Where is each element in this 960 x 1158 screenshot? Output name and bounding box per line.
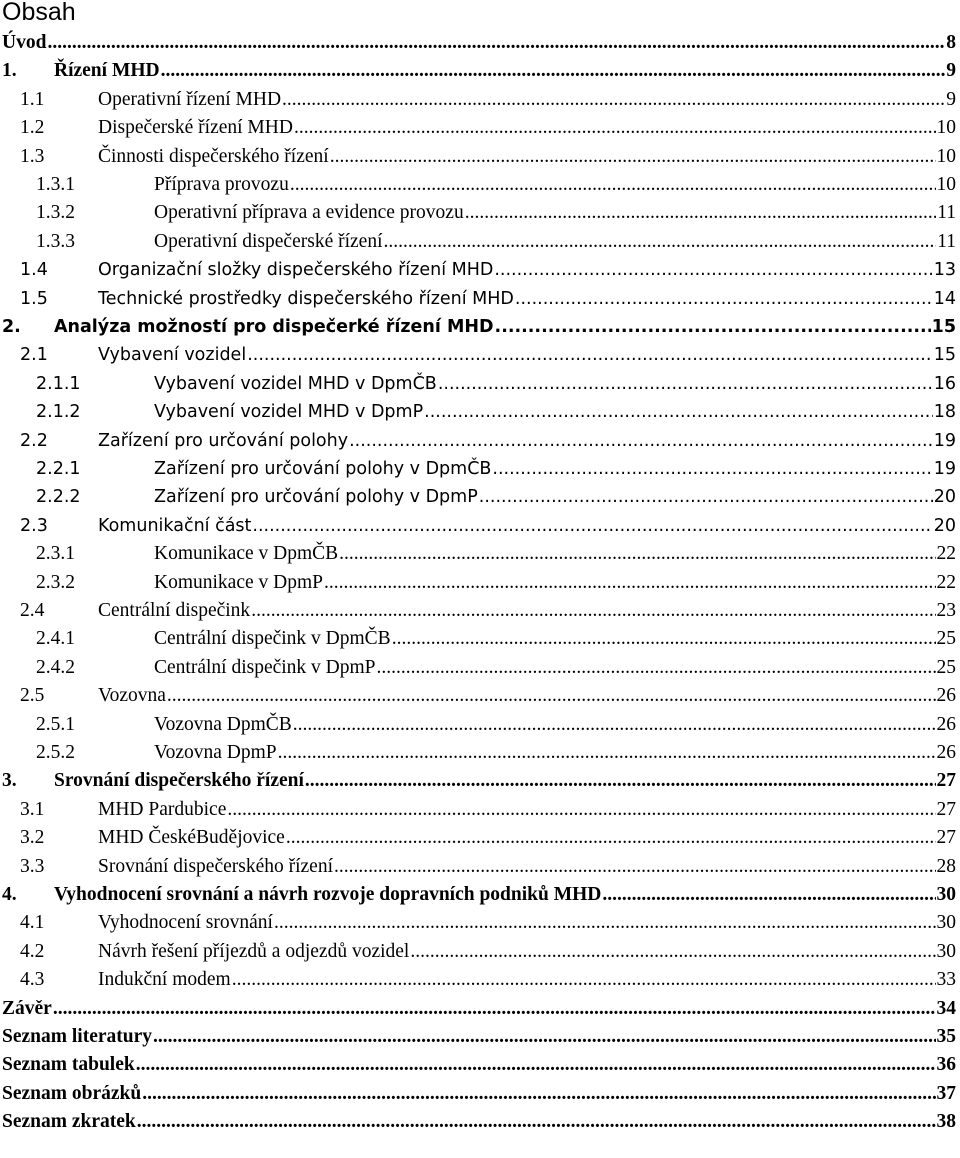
toc-entry[interactable] xyxy=(20,428,956,454)
toc-entry-title: Analýza možností pro dispečerké řízení MHD xyxy=(54,317,494,337)
toc-entry[interactable] xyxy=(36,229,956,255)
toc-entry-title: Návrh řešení příjezdů a odjezdů vozidel xyxy=(98,940,410,962)
toc-entry-title: Řízení MHD xyxy=(54,60,160,82)
toc-entry-number: 1.3.3 xyxy=(36,230,75,252)
toc-entry-title: Komunikace v DpmČB xyxy=(154,543,339,565)
toc-entry-page-number: 13 xyxy=(933,260,956,281)
toc-entry[interactable] xyxy=(36,371,956,397)
toc-entry-number: 2.3 xyxy=(20,515,48,536)
toc-dot-leader xyxy=(153,1024,935,1050)
toc-dot-leader xyxy=(290,172,936,198)
toc-entry-title: Indukční modem xyxy=(98,969,231,991)
toc-dot-leader xyxy=(232,967,936,993)
toc-dot-leader xyxy=(161,58,946,84)
toc-entry-page-number: 10 xyxy=(936,174,956,195)
toc-entry-number: Seznam literatury xyxy=(2,1026,153,1047)
toc-entry-title: Vozovna DpmP xyxy=(154,742,277,763)
toc-entry-page-number: 34 xyxy=(936,997,956,1019)
toc-entry[interactable] xyxy=(2,996,956,1022)
toc-entry[interactable] xyxy=(36,456,956,482)
toc-entry-title: Srovnání dispečerského řízení xyxy=(98,855,334,877)
toc-entry[interactable] xyxy=(2,1052,956,1078)
toc-entry-number: 2. xyxy=(2,317,21,337)
toc-entry-number: 2.1.1 xyxy=(36,373,81,394)
toc-entry[interactable] xyxy=(2,58,956,84)
toc-entry[interactable] xyxy=(36,399,956,425)
toc-dot-leader xyxy=(495,314,931,340)
toc-entry-page-number: 28 xyxy=(936,855,956,877)
toc-entry-number: 1.2 xyxy=(20,117,45,139)
toc-dot-leader xyxy=(602,882,935,908)
toc-dot-leader xyxy=(377,655,936,681)
toc-entry[interactable] xyxy=(20,342,956,368)
toc-entry-number: 4.1 xyxy=(20,912,45,934)
toc-dot-leader xyxy=(252,513,932,539)
toc-entry-number: Seznam obrázků xyxy=(2,1082,142,1104)
toc-dot-leader xyxy=(494,257,932,283)
toc-entry-title: Centrální dispečink v DpmČB xyxy=(154,628,391,650)
toc-entry-title: Vozovna DpmČB xyxy=(154,713,292,735)
toc-dot-leader xyxy=(136,1052,936,1078)
toc-entry[interactable] xyxy=(20,257,956,283)
toc-entry-page-number: 36 xyxy=(936,1054,956,1076)
toc-entry[interactable] xyxy=(36,570,956,596)
toc-entry-number: 4.2 xyxy=(20,940,45,962)
toc-dot-leader xyxy=(438,371,933,397)
toc-entry-page-number: 9 xyxy=(946,60,956,82)
toc-entry[interactable] xyxy=(2,882,956,908)
toc-dot-leader xyxy=(137,1109,936,1135)
toc-entry-number: 2.1 xyxy=(20,345,48,366)
toc-entry[interactable] xyxy=(2,314,956,340)
toc-entry-number: 4. xyxy=(2,884,17,905)
toc-entry[interactable] xyxy=(36,655,956,681)
toc-entry-number: 3. xyxy=(2,770,17,792)
toc-entry[interactable] xyxy=(20,598,956,624)
toc-entry-number: 2.1.2 xyxy=(36,402,81,423)
toc-entry-title: Dispečerské řízení MHD xyxy=(98,117,293,139)
toc-entry-number: 2.4.2 xyxy=(36,656,75,678)
toc-dot-leader xyxy=(282,87,945,113)
toc-entry-title: Zařízení pro určování polohy v DpmČB xyxy=(154,459,492,479)
toc-entry-page-number: 14 xyxy=(933,288,956,309)
toc-entry-title: MHD ČeskéBudějovice xyxy=(98,827,285,849)
toc-entry[interactable] xyxy=(20,854,956,880)
toc-entry-title: Vybavení vozidel MHD v DpmP xyxy=(154,402,424,423)
toc-entry-page-number: 35 xyxy=(936,1026,956,1047)
toc-entry-page-number: 20 xyxy=(933,515,956,536)
toc-entry[interactable] xyxy=(20,939,956,965)
toc-entry[interactable] xyxy=(20,144,956,170)
toc-entry-title: MHD Pardubice xyxy=(98,798,227,820)
toc-entry-page-number: 19 xyxy=(933,459,956,479)
toc-entry-page-number: 26 xyxy=(936,685,956,707)
toc-entry[interactable] xyxy=(36,626,956,652)
toc-dot-leader xyxy=(278,740,936,766)
toc-entry-number: 1.3.1 xyxy=(36,174,75,195)
toc-dot-leader xyxy=(410,939,935,965)
toc-entry[interactable] xyxy=(2,768,956,794)
toc-entry-page-number: 10 xyxy=(936,117,956,139)
toc-dot-leader xyxy=(47,30,945,56)
toc-entry-number: 2.5.1 xyxy=(36,713,75,735)
toc-dot-leader xyxy=(251,598,935,624)
toc-entry-page-number: 27 xyxy=(936,827,956,849)
toc-entry[interactable] xyxy=(2,1109,956,1135)
toc-entry-number: 2.5.2 xyxy=(36,742,75,763)
toc-dot-leader xyxy=(274,910,936,936)
toc-entry-title: Vybavení vozidel MHD v DpmČB xyxy=(154,373,437,394)
toc-entry[interactable] xyxy=(36,740,956,766)
toc-dot-leader xyxy=(339,541,935,567)
toc-entry-number: 1.4 xyxy=(20,260,48,281)
toc-dot-leader xyxy=(492,456,932,482)
toc-entry-page-number: 22 xyxy=(936,571,956,593)
toc-entry-page-number: 30 xyxy=(936,912,956,934)
toc-entry-page-number: 23 xyxy=(936,600,956,621)
toc-dot-leader xyxy=(330,144,936,170)
toc-entry-number: 2.4.1 xyxy=(36,628,75,650)
toc-dot-leader xyxy=(465,200,937,226)
toc-entry-number: 1.1 xyxy=(20,88,45,110)
toc-entry-number: 2.3.2 xyxy=(36,571,75,593)
toc-entry-title: Operativní příprava a evidence provozu xyxy=(154,202,464,224)
toc-entry-page-number: 26 xyxy=(936,742,956,763)
toc-entry-title: Komunikace v DpmP xyxy=(154,571,323,593)
toc-dot-leader xyxy=(349,428,933,454)
toc-entry-page-number: 27 xyxy=(936,798,956,820)
toc-entry-title: Operativní řízení MHD xyxy=(98,88,282,110)
toc-entry-page-number: 30 xyxy=(936,884,956,905)
toc-entry[interactable] xyxy=(36,484,956,510)
toc-entry[interactable] xyxy=(20,513,956,539)
toc-entry-page-number: 30 xyxy=(936,940,956,962)
toc-entry-page-number: 22 xyxy=(936,543,956,565)
toc-dot-leader xyxy=(286,825,936,851)
toc-entry-page-number: 25 xyxy=(936,656,956,678)
toc-entry-number: Seznam tabulek xyxy=(2,1054,135,1076)
toc-dot-leader xyxy=(53,996,936,1022)
toc-entry[interactable] xyxy=(36,172,956,198)
toc-dot-leader xyxy=(515,286,933,312)
toc-entry-number: 2.2 xyxy=(20,430,48,451)
toc-entry-page-number: 18 xyxy=(933,402,956,423)
toc-entry-page-number: 37 xyxy=(936,1082,956,1104)
toc-entry-number: 1.3 xyxy=(20,145,45,167)
toc-dot-leader xyxy=(142,1081,935,1107)
toc-entry-title: Vybavení vozidel xyxy=(98,345,247,366)
toc-entry-title: Centrální dispečink v DpmP xyxy=(154,656,376,678)
toc-entry-title: Činnosti dispečerského řízení xyxy=(98,145,329,167)
toc-entry[interactable] xyxy=(20,286,956,312)
toc-entry-title: Operativní dispečerské řízení xyxy=(154,230,383,252)
toc-entry-page-number: 11 xyxy=(937,202,956,224)
toc-entry-page-number: 10 xyxy=(936,145,956,167)
toc-entry-number: 1.5 xyxy=(20,288,48,309)
toc-entry-page-number: 8 xyxy=(946,32,956,53)
toc-entry[interactable] xyxy=(20,967,956,993)
toc-entry-page-number: 27 xyxy=(936,770,956,792)
toc-dot-leader xyxy=(167,683,936,709)
toc-entry[interactable] xyxy=(36,712,956,738)
toc-entry-number: 3.1 xyxy=(20,798,45,820)
toc-entry-number: Závěr xyxy=(2,997,52,1019)
toc-entry[interactable] xyxy=(2,30,956,56)
toc-entry-number: 2.3.1 xyxy=(36,543,75,565)
toc-entry-number: Seznam zkratek xyxy=(2,1111,136,1133)
toc-entry-title: Technické prostředky dispečerského řízení MHD xyxy=(98,288,514,309)
toc-title: Obsah xyxy=(2,0,76,26)
toc-entry-number: 4.3 xyxy=(20,969,45,991)
toc-dot-leader xyxy=(247,342,933,368)
toc-entry-title: Centrální dispečink xyxy=(98,600,251,621)
toc-entry[interactable] xyxy=(20,87,956,113)
toc-entry-page-number: 15 xyxy=(933,345,956,366)
toc-entry-number: Úvod xyxy=(2,32,47,53)
toc-entry-page-number: 33 xyxy=(936,969,956,991)
toc-dot-leader xyxy=(324,570,936,596)
toc-entry[interactable] xyxy=(20,115,956,141)
toc-entry-page-number: 11 xyxy=(937,230,956,252)
toc-entry[interactable] xyxy=(36,200,956,226)
toc-dot-leader xyxy=(294,115,936,141)
toc-entry[interactable] xyxy=(2,1024,956,1050)
toc-entry-page-number: 20 xyxy=(933,487,956,508)
toc-entry-title: Zařízení pro určování polohy v DpmP xyxy=(154,487,478,508)
toc-dot-leader xyxy=(424,399,933,425)
toc-entry-page-number: 19 xyxy=(933,430,956,451)
toc-entry-number: 2.2.1 xyxy=(36,459,81,479)
toc-entry-number: 1.3.2 xyxy=(36,202,75,224)
toc-entry[interactable] xyxy=(36,541,956,567)
toc-entry-title: Příprava provozu xyxy=(154,174,289,195)
toc-entry[interactable] xyxy=(20,683,956,709)
toc-entry-number: 2.5 xyxy=(20,685,45,707)
toc-dot-leader xyxy=(305,768,936,794)
toc-entry-number: 3.3 xyxy=(20,855,45,877)
toc-entry-page-number: 38 xyxy=(936,1111,956,1133)
toc-entry-number: 1. xyxy=(2,60,17,82)
toc-entry-number: 2.2.2 xyxy=(36,487,81,508)
toc-entry-page-number: 16 xyxy=(933,373,956,394)
toc-dot-leader xyxy=(227,797,935,823)
toc-entry-title: Komunikační část xyxy=(98,515,252,536)
toc-dot-leader xyxy=(384,229,937,255)
toc-entry-title: Vyhodnocení srovnání xyxy=(98,912,273,934)
toc-dot-leader xyxy=(479,484,933,510)
toc-entry-page-number: 26 xyxy=(936,713,956,735)
toc-entry[interactable] xyxy=(2,1081,956,1107)
toc-entry[interactable] xyxy=(20,825,956,851)
toc-entry-page-number: 15 xyxy=(931,317,956,337)
toc-entry[interactable] xyxy=(20,797,956,823)
toc-entry-title: Organizační složky dispečerského řízení MHD xyxy=(98,260,494,281)
toc-dot-leader xyxy=(293,712,936,738)
toc-dot-leader xyxy=(334,854,935,880)
toc-entry-title: Zařízení pro určování polohy xyxy=(98,430,349,451)
toc-entry[interactable] xyxy=(20,910,956,936)
toc-entry-title: Srovnání dispečerského řízení xyxy=(54,770,304,792)
toc-entry-page-number: 25 xyxy=(936,628,956,650)
toc-entry-title: Vyhodnocení srovnání a návrh rozvoje dopravních podniků MHD xyxy=(54,884,602,905)
toc-entry-number: 2.4 xyxy=(20,600,45,621)
toc-dot-leader xyxy=(392,626,936,652)
toc-entry-title: Vozovna xyxy=(98,685,166,707)
toc-entry-number: 3.2 xyxy=(20,827,45,849)
toc-entry-page-number: 9 xyxy=(946,88,956,110)
